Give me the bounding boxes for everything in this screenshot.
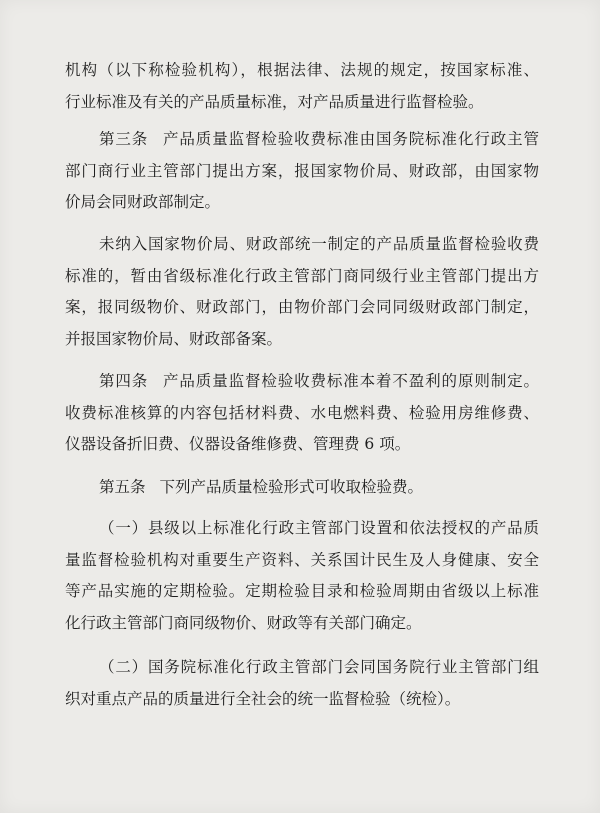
paragraph-line: 价局会同财政部制定。 <box>65 193 221 211</box>
paragraph-line-text: 产品质量监督检验收费标准由国务院标准化行政主管 <box>162 130 539 148</box>
paragraph-line: （一）县级以上标准化行政主管部门设置和依法授权的产品质 <box>99 519 539 537</box>
paragraph-line: 机构（以下称检验机构），根据法律、法规的规定，按国家标准、 <box>65 61 539 79</box>
paragraph-1 <box>65 55 539 118</box>
paragraph-line: 等产品实施的定期检验。定期检验目录和检验周期由省级以上标准 <box>65 582 539 600</box>
article-number: 第五条 <box>99 478 146 496</box>
paragraph-line: 并报国家物价局、财政部备案。 <box>65 329 283 348</box>
article-number: 第四条 <box>99 372 149 390</box>
item-2-paragraph <box>65 652 539 715</box>
paragraph-line: 织对重点产品的质量进行全社会的统一监督检验（统检）。 <box>65 689 461 708</box>
paragraph-line <box>65 472 539 504</box>
paragraph-line <box>65 124 539 156</box>
paragraph-line: 标准的，暂由省级标准化行政主管部门商同级行业主管部门提出方 <box>65 266 539 285</box>
paragraph-line: 化行政主管部门商同级物价、财政等有关部门确定。 <box>65 613 422 632</box>
article-5-paragraph <box>65 472 539 504</box>
item-1-paragraph <box>65 513 539 639</box>
paragraph-line: 未纳入国家物价局、财政部统一制定的产品质量监督检验收费 <box>99 235 539 253</box>
article-4-paragraph <box>65 366 539 461</box>
paragraph-line <box>65 366 539 398</box>
paragraph-line-text: 产品质量监督检验收费标准本着不盈利的原则制定。 <box>162 372 539 390</box>
paragraph-line: 行业标准及有关的产品质量标准，对产品质量进行监督检验。 <box>65 92 484 111</box>
paragraph-line: （二）国务院标准化行政主管部门会同国务院行业主管部门组 <box>99 658 539 676</box>
article-3-paragraph <box>65 124 539 219</box>
paragraph-line: 收费标准核算的内容包括材料费、水电燃料费、检验用房维修费、 <box>65 403 539 422</box>
paragraph-line-text: 下列产品质量检验形式可收取检验费。 <box>159 478 424 496</box>
paragraph-line: 量监督检验机构对重要生产资料、关系国计民生及人身健康、安全 <box>65 550 539 569</box>
paragraph-line: 部门商行业主管部门提出方案，报国家物价局、财政部，由国家物 <box>65 161 539 180</box>
paragraph-3 <box>65 229 539 355</box>
article-number: 第三条 <box>99 130 149 148</box>
paragraph-line: 案，报同级物价、财政部门，由物价部门会同同级财政部门制定， <box>65 298 539 316</box>
paragraph-line: 仪器设备折旧费、仪器设备维修费、管理费 6 项。 <box>65 435 411 453</box>
